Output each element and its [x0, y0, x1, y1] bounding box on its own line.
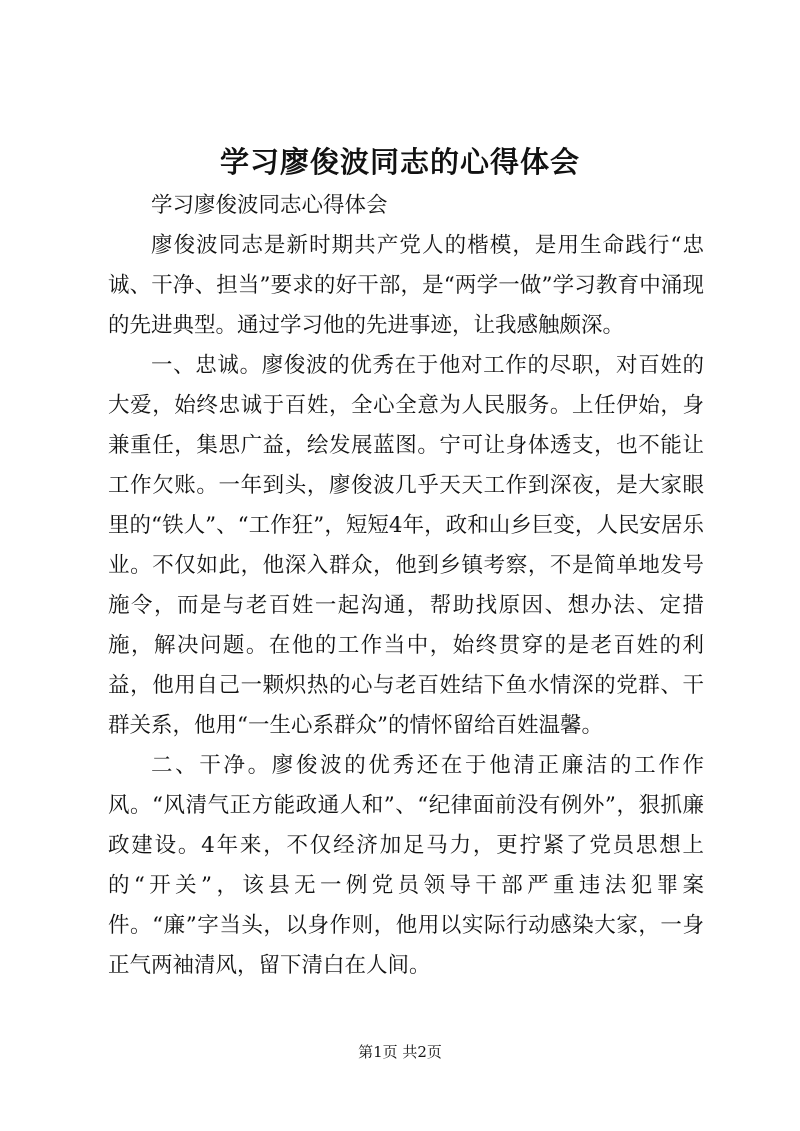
- subtitle-paragraph: 学习廖俊波同志心得体会: [151, 193, 388, 218]
- intro-paragraph: 廖俊波同志是新时期共产党人的楷模，是用生命践行“忠诚、干净、担当”要求的好干部，是“两学一做”学习教育中涌现的先进典型。通过学习他的先进事迹，让我感触颇深。: [108, 233, 704, 338]
- loyalty-paragraph: 一、忠诚。廖俊波的优秀在于他对工作的尽职，对百姓的大爱，始终忠诚于百姓，全心全意为人民服务。上任伊始，身兼重任，集思广益，绘发展蓝图。宁可让身体透支，也不能让工作欠账。一年到头，廖俊波几乎天天工作到深夜，是大家眼里的“铁人”、“工作狂”，短短4年，政和山乡巨变，人民安居乐业。不仅如此，他深入群众，他到乡镇考察，不是简单地发号施令，而是与老百姓一起沟通，帮助找原因、想办法、定措施，解决问题。在他的工作当中，始终贯穿的是老百姓的利益，他用自己一颗炽热的心与老百姓结下鱼水情深的党群、干群关系，他用“一生心系群众”的情怀留给百姓温馨。: [108, 353, 704, 738]
- document-body: [108, 186, 704, 986]
- page-number-footer: 第1页 共2页: [358, 1043, 442, 1061]
- document-title: 学习廖俊波同志的心得体会: [219, 145, 580, 179]
- integrity-paragraph: 二、干净。廖俊波的优秀还在于他清正廉洁的工作作风。“风清气正方能政通人和”、“纪律面前没有例外”，狠抓廉政建设。4年来，不仅经济加足马力，更拧紧了党员思想上的“开关”，该县无一例党员领导干部严重违法犯罪案件。“廉”字当头，以身作则，他用以实际行动感染大家，一身正气两袖清风，留下清白在人间。: [108, 753, 704, 978]
